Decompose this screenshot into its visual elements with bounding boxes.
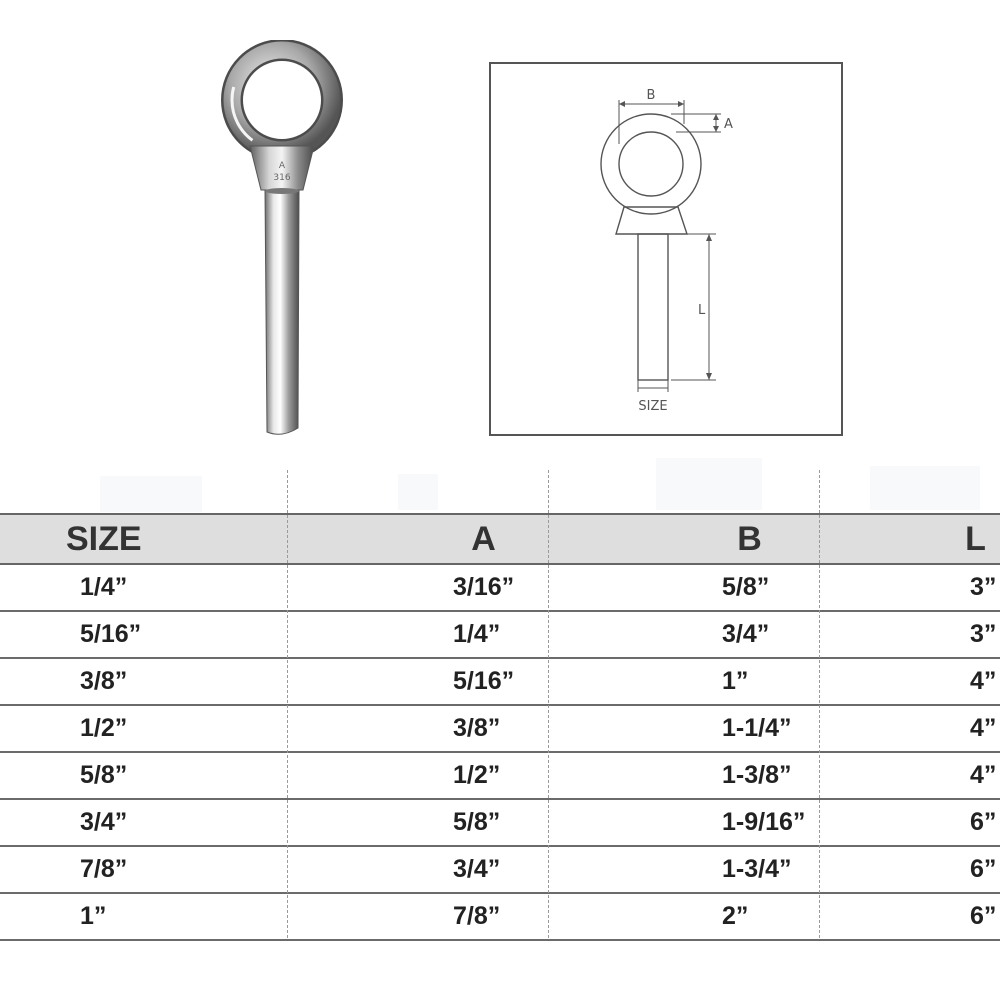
cell-a: 3/8”: [353, 705, 614, 752]
cell-a: 5/16”: [353, 658, 614, 705]
cell-size: 3/4”: [0, 799, 353, 846]
cell-b: 3/4”: [614, 611, 885, 658]
cell-b: 1-9/16”: [614, 799, 885, 846]
cell-size: 5/8”: [0, 752, 353, 799]
cell-a: 1/2”: [353, 752, 614, 799]
table-row: [0, 799, 1000, 846]
header-shade-block: [100, 476, 202, 512]
cell-b: 2”: [614, 893, 885, 940]
cell-l: 6”: [885, 846, 1000, 893]
spec-table: [0, 513, 1000, 941]
diagram-label-size: SIZE: [638, 399, 668, 414]
table-row: [0, 846, 1000, 893]
svg-text:A: A: [278, 161, 286, 171]
cell-b: 1-3/8”: [614, 752, 885, 799]
cell-l: 3”: [885, 611, 1000, 658]
eye-bolt-photo: [200, 40, 360, 450]
cell-a: 3/4”: [353, 846, 614, 893]
cell-a: 3/16”: [353, 564, 614, 611]
cell-l: 3”: [885, 564, 1000, 611]
header-shade-block: [398, 474, 438, 510]
cell-l: 4”: [885, 705, 1000, 752]
cell-size: 7/8”: [0, 846, 353, 893]
table-row: [0, 658, 1000, 705]
cell-l: 4”: [885, 658, 1000, 705]
table-row: [0, 893, 1000, 940]
cell-b: 1-1/4”: [614, 705, 885, 752]
diagram-label-b: B: [646, 88, 656, 103]
header-shade-block: [656, 458, 762, 510]
cell-size: 1/2”: [0, 705, 353, 752]
cell-size: 5/16”: [0, 611, 353, 658]
cell-a: 5/8”: [353, 799, 614, 846]
column-divider: [287, 470, 288, 938]
cell-b: 1-3/4”: [614, 846, 885, 893]
cell-size: 3/8”: [0, 658, 353, 705]
table-row: [0, 611, 1000, 658]
header-shade-block: [870, 466, 980, 510]
cell-a: 7/8”: [353, 893, 614, 940]
table-row: [0, 564, 1000, 611]
header-l: L: [885, 514, 1000, 564]
cell-size: 1/4”: [0, 564, 353, 611]
cell-l: 6”: [885, 893, 1000, 940]
column-divider: [819, 470, 820, 938]
cell-size: 1”: [0, 893, 353, 940]
cell-b: 1”: [614, 658, 885, 705]
table-row: [0, 752, 1000, 799]
cell-a: 1/4”: [353, 611, 614, 658]
dimension-diagram: [489, 62, 843, 436]
table-header-row: [0, 514, 1000, 564]
diagram-label-l: L: [698, 303, 706, 318]
diagram-label-a: A: [724, 117, 733, 132]
cell-b: 5/8”: [614, 564, 885, 611]
header-size: SIZE: [0, 514, 353, 564]
header-b: B: [614, 514, 885, 564]
header-a: A: [353, 514, 614, 564]
svg-text:316: 316: [273, 173, 291, 183]
cell-l: 4”: [885, 752, 1000, 799]
column-divider: [548, 470, 549, 938]
cell-l: 6”: [885, 799, 1000, 846]
table-row: [0, 705, 1000, 752]
